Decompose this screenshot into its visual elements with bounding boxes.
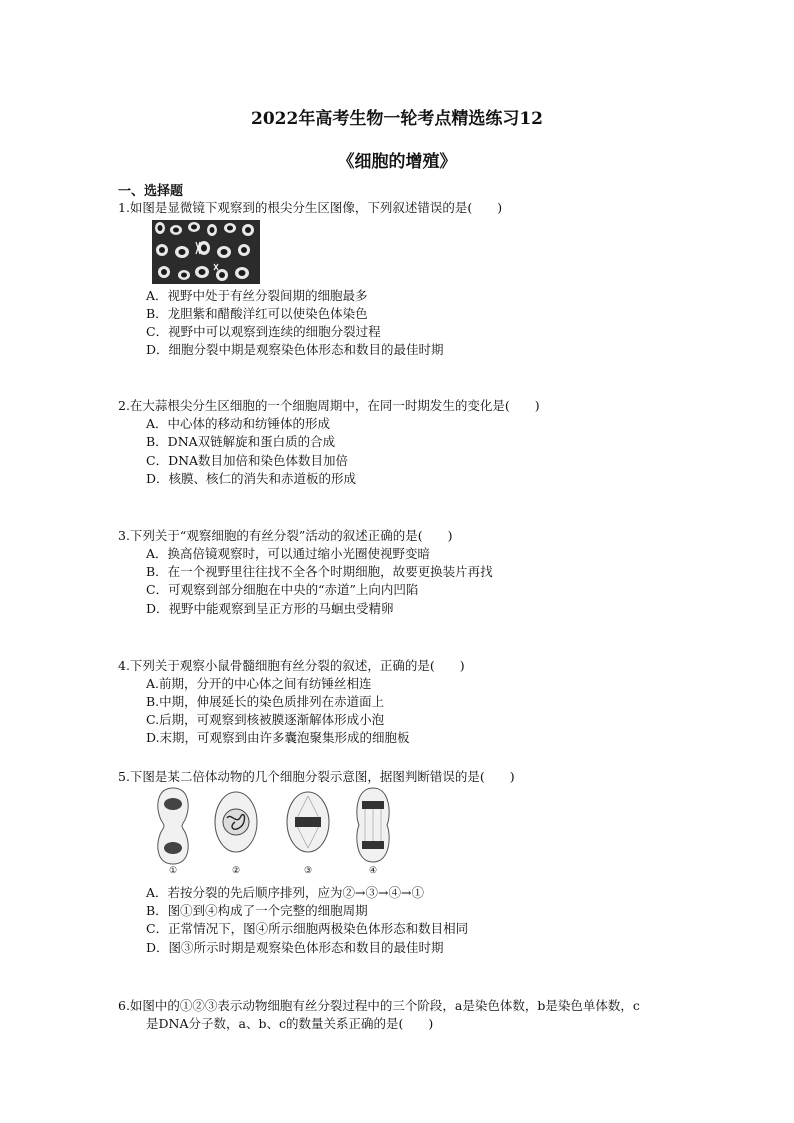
question-5-option-d: D．图③所示时期是观察染色体形态和数目的最佳时期	[146, 940, 444, 955]
question-6-stem-line-2: 是DNA分子数，a、b、c的数量关系正确的是( )	[146, 1016, 434, 1031]
question-3-option-c: C．可观察到部分细胞在中央的“赤道”上向内凹陷	[146, 582, 419, 597]
question-2-option-c: C．DNA数目加倍和染色体数目加倍	[146, 453, 349, 468]
question-4-option-b: B.中期，伸展延长的染色质排列在赤道面上	[146, 694, 385, 709]
page-subtitle: 《细胞的增殖》	[337, 152, 457, 172]
figure-label-3: ③	[303, 866, 313, 876]
question-2-stem: 2.在大蒜根尖分生区细胞的一个细胞周期中，在同一时期发生的变化是( )	[118, 398, 540, 413]
micrograph-image	[152, 220, 260, 284]
figure-label-2: ②	[231, 866, 241, 876]
question-5-option-a: A．若按分裂的先后顺序排列，应为②→③→④→①	[146, 885, 424, 900]
question-5-option-c: C．正常情况下，图④所示细胞两极染色体形态和数目相同	[146, 921, 469, 936]
question-3-option-b: B．在一个视野里往往找不全各个时期细胞，故要更换装片再找	[146, 564, 493, 579]
question-1-option-d: D．细胞分裂中期是观察染色体形态和数目的最佳时期	[146, 342, 444, 357]
cell-figure-4	[353, 786, 393, 864]
question-6-stem-line-1: 6.如图中的①②③表示动物细胞有丝分裂过程中的三个阶段，a是染色体数，b是染色单体数，c	[118, 998, 640, 1013]
question-1-option-a: A．视野中处于有丝分裂间期的细胞最多	[146, 288, 368, 303]
figure-label-1: ①	[168, 866, 178, 876]
question-4-option-a: A.前期，分开的中心体之间有纺锤丝相连	[146, 676, 372, 691]
page-title: 2022年高考生物一轮考点精选练习12	[251, 109, 543, 129]
question-2-option-d: D．核膜、核仁的消失和赤道板的形成	[146, 471, 357, 486]
question-3-option-a: A．换高倍镜观察时，可以通过缩小光圈使视野变暗	[146, 546, 431, 561]
question-4-option-c: C.后期，可观察到核被膜逐渐解体形成小泡	[146, 712, 385, 727]
cell-figure-3	[285, 786, 331, 858]
cell-figure-1	[153, 786, 193, 866]
root-tip-micrograph	[152, 220, 260, 284]
question-4-stem: 4.下列关于观察小鼠骨髓细胞有丝分裂的叙述，正确的是( )	[118, 658, 465, 673]
question-3-stem: 3.下列关于“观察细胞的有丝分裂”活动的叙述正确的是( )	[118, 528, 453, 543]
question-4-option-d: D.末期，可观察到由许多囊泡聚集形成的细胞板	[146, 730, 410, 745]
cell-figure-2	[213, 786, 259, 858]
question-2-option-b: B．DNA双链解旋和蛋白质的合成	[146, 434, 336, 449]
question-1-stem: 1.如图是显微镜下观察到的根尖分生区图像，下列叙述错误的是( )	[118, 200, 503, 215]
question-5-stem: 5.下图是某二倍体动物的几个细胞分裂示意图，据图判断错误的是( )	[118, 769, 515, 784]
question-1-option-b: B．龙胆紫和醋酸洋红可以使染色体染色	[146, 306, 368, 321]
question-3-option-d: D．视野中能观察到呈正方形的马蛔虫受精卵	[146, 601, 394, 616]
question-2-option-a: A．中心体的移动和纺锤体的形成	[146, 416, 331, 431]
cell-division-figure	[147, 786, 393, 878]
figure-label-4: ④	[368, 866, 378, 876]
question-1-option-c: C．视野中可以观察到连续的细胞分裂过程	[146, 324, 381, 339]
question-5-option-b: B．图①到④构成了一个完整的细胞周期	[146, 903, 368, 918]
section-heading: 一、选择题	[118, 184, 184, 199]
